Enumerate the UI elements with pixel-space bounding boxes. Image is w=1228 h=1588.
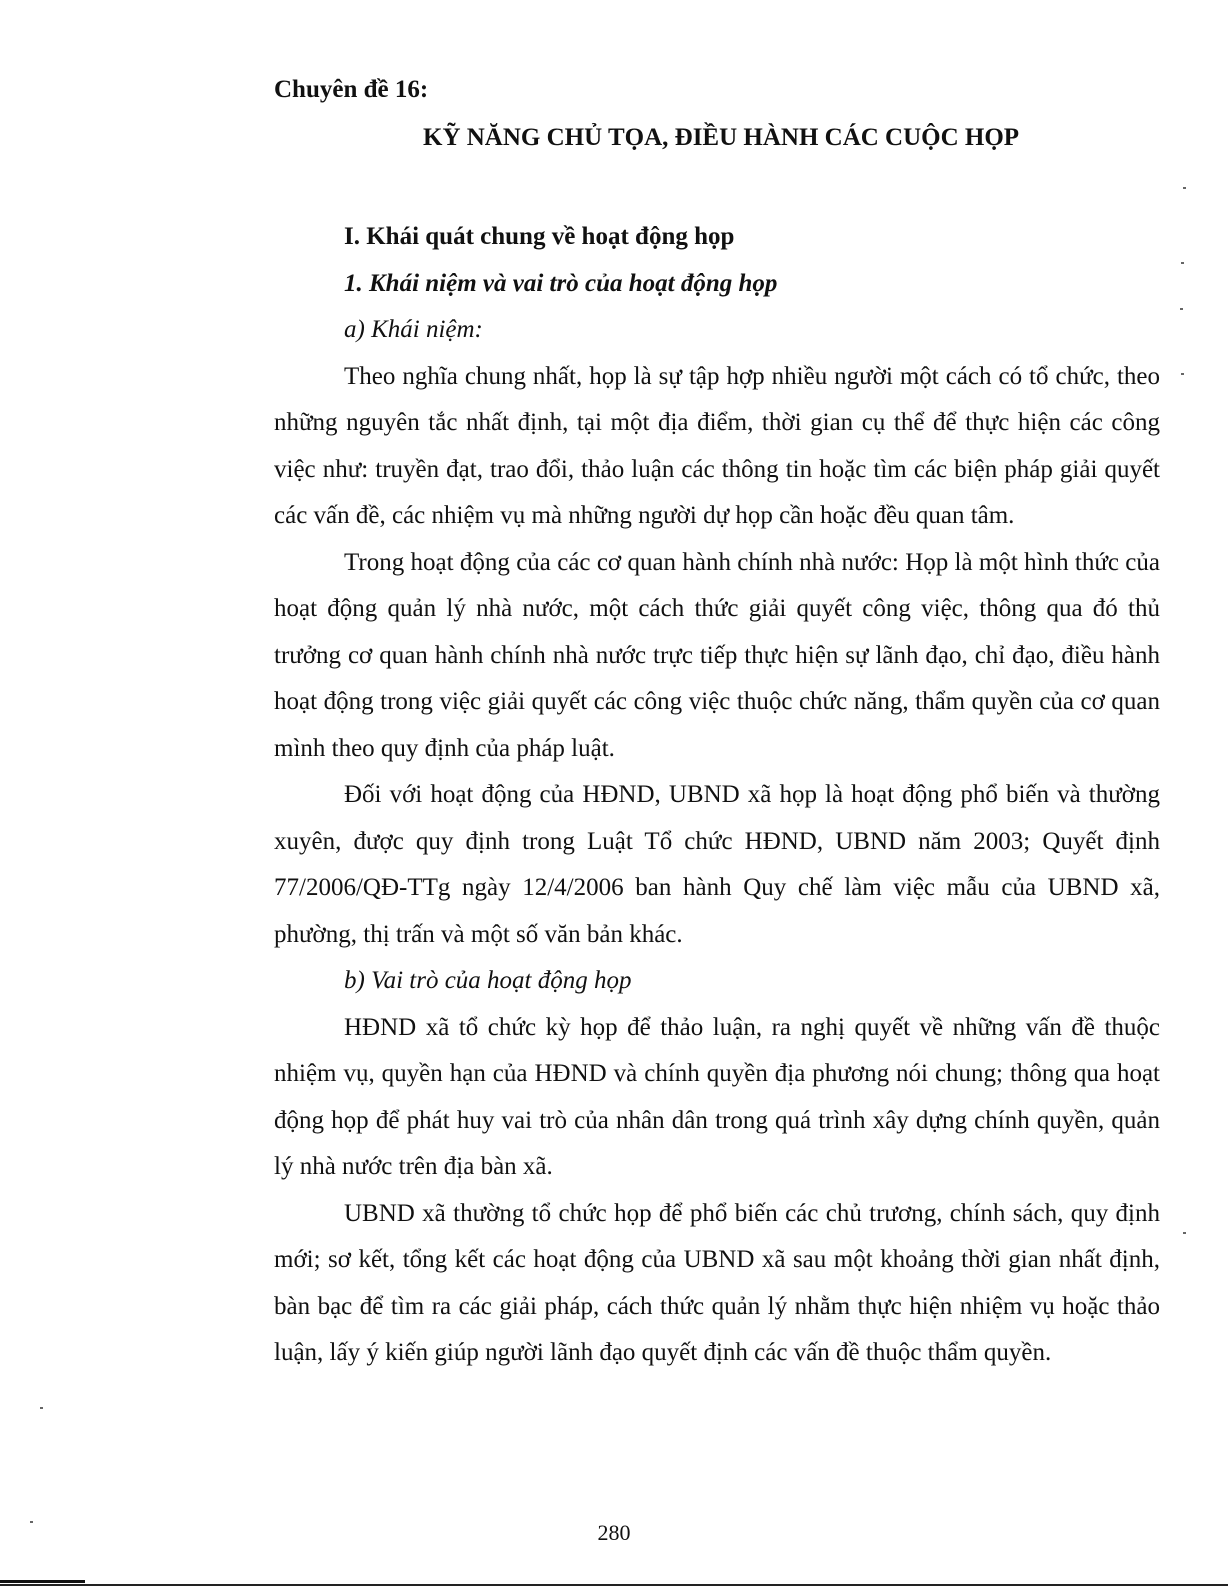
chapter-title: KỸ NĂNG CHỦ TỌA, ĐIỀU HÀNH CÁC CUỘC HỌP (423, 124, 1020, 151)
scan-speck (1183, 187, 1186, 189)
scan-speck (30, 1521, 33, 1523)
paragraph-definition: Theo nghĩa chung nhất, họp là sự tập hợp nhiều người một cách có tổ chức, theo những nguyên tắc nhất định, tại một địa điểm, thời gian cụ thể để thực hiện các công việc như: truyền đạt, trao đổi, thảo luận các thông tin hoặc tìm các biện pháp giải quyết các vấn đề, các nhiệm vụ mà những người dự họp cần hoặc đều quan tâm. (274, 362, 1160, 529)
document-body (274, 214, 1160, 1377)
paragraph-admin-agencies: Trong hoạt động của các cơ quan hành chính nhà nước: Họp là một hình thức của hoạt động quản lý nhà nước, một cách thức giải quyết công việc, thông qua đó thủ trưởng cơ quan hành chính nhà nước trực tiếp thực hiện sự lãnh đạo, chỉ đạo, điều hành hoạt động trong việc giải quyết các công việc thuộc chức năng, thẩm quyền của cơ quan mình theo quy định của pháp luật. (274, 548, 1160, 762)
item-a-heading: a) Khái niệm: (344, 316, 483, 343)
scan-speck (40, 1407, 43, 1409)
item-b-heading: b) Vai trò của hoạt động họp (344, 967, 632, 994)
paragraph-council-role: HĐND xã tổ chức kỳ họp để thảo luận, ra nghị quyết về những vấn đề thuộc nhiệm vụ, quyền hạn của HĐND và chính quyền địa phương nói chung; thông qua hoạt động họp để phát huy vai trò của nhân dân trong quá trình xây dựng chính quyền, quản lý nhà nước trên địa bàn xã. (274, 1013, 1160, 1180)
page-number: 280 (597, 1520, 631, 1545)
scan-speck (1181, 373, 1184, 375)
chapter-label: Chuyên đề 16: (274, 76, 429, 103)
paragraph-committee-role: UBND xã thường tổ chức họp để phổ biến các chủ trương, chính sách, quy định mới; sơ kết, tổng kết các hoạt động của UBND xã sau một khoảng thời gian nhất định, bàn bạc để tìm ra các giải pháp, cách thức quản lý nhằm thực hiện nhiệm vụ hoặc thảo luận, lấy ý kiến giúp người lãnh đạo quyết định các vấn đề thuộc thẩm quyền. (274, 1199, 1160, 1366)
scan-speck (1183, 1232, 1186, 1234)
scan-edge-mark (0, 1580, 85, 1583)
section-heading: I. Khái quát chung về hoạt động họp (344, 223, 735, 250)
scan-speck (1181, 262, 1184, 264)
scan-speck (1180, 308, 1183, 310)
paragraph-council-committee: Đối với hoạt động của HĐND, UBND xã họp là hoạt động phổ biến và thường xuyên, được quy định trong Luật Tổ chức HĐND, UBND năm 2003; Quyết định 77/2006/QĐ-TTg ngày 12/4/2006 ban hành Quy chế làm việc mẫu của UBND xã, phường, thị trấn và một số văn bản khác. (274, 781, 1160, 948)
scan-bottom-edge (0, 1584, 1228, 1586)
subsection-heading: 1. Khái niệm và vai trò của hoạt động họp (344, 269, 778, 297)
